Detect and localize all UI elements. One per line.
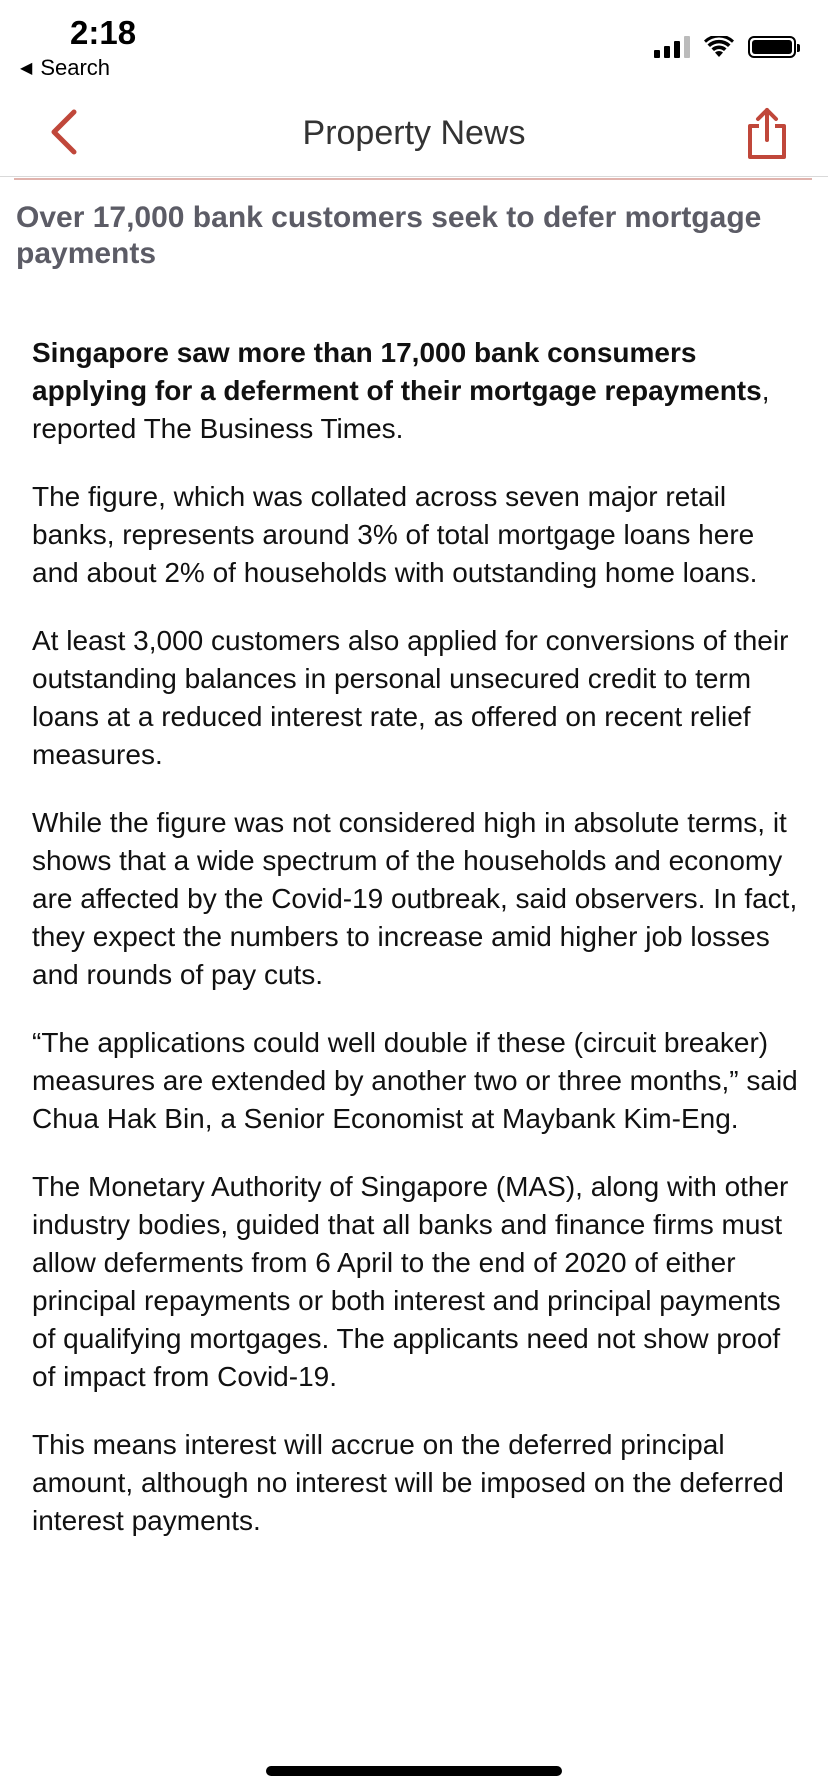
- navigation-bar: [0, 88, 828, 177]
- article-lead-paragraph: [32, 334, 802, 448]
- article-paragraph: “The applications could well double if these (circuit breaker) measures are extended by another two or three months,” said Chua Hak Bin, a Senior Economist at Maybank Kim-Eng.: [32, 1027, 798, 1134]
- back-to-search-link[interactable]: [20, 55, 110, 81]
- status-bar: [0, 0, 828, 88]
- battery-icon: [748, 36, 796, 58]
- status-icons: [654, 36, 796, 58]
- article-paragraph: The Monetary Authority of Singapore (MAS), along with other industry bodies, guided that all banks and finance firms must allow deferments from 6 April to the end of 2020 of either principal repayments or both interest and principal payments of qualifying mortgages. The applicants need not show proof of impact from Covid-19.: [32, 1171, 789, 1392]
- page-title: Property News: [302, 114, 526, 152]
- lead-rest-text: , reported The Business Times.: [32, 375, 770, 444]
- cellular-signal-icon: [654, 36, 690, 58]
- share-icon[interactable]: [742, 106, 792, 160]
- article-paragraph: This means interest will accrue on the deferred principal amount, although no interest will be imposed on the deferred interest payments.: [32, 1429, 784, 1536]
- lead-bold-text: Singapore saw more than 17,000 bank consumers applying for a deferment of their mortgage repayments: [32, 337, 762, 406]
- article-paragraph: While the figure was not considered high in absolute terms, it shows that a wide spectrum of the households and economy are affected by the Covid-19 outbreak, said observers. In fact, they expect the numbers to increase amid higher job losses and rounds of pay cuts.: [32, 807, 798, 990]
- home-indicator[interactable]: [266, 1766, 562, 1776]
- article-body: [32, 334, 802, 1570]
- header-divider: [14, 178, 812, 180]
- article-paragraph: At least 3,000 customers also applied for conversions of their outstanding balances in personal unsecured credit to term loans at a reduced interest rate, as offered on recent relief measures.: [32, 625, 789, 770]
- status-time: 2:18: [70, 14, 137, 51]
- back-to-search-label: Search: [40, 55, 111, 80]
- wifi-icon: [704, 36, 734, 58]
- back-triangle-icon: ◀: [20, 60, 33, 77]
- article-headline: Over 17,000 bank customers seek to defer mortgage payments: [16, 201, 762, 270]
- article-paragraph: The figure, which was collated across seven major retail banks, represents around 3% of total mortgage loans here and about 2% of households with outstanding home loans.: [32, 481, 758, 588]
